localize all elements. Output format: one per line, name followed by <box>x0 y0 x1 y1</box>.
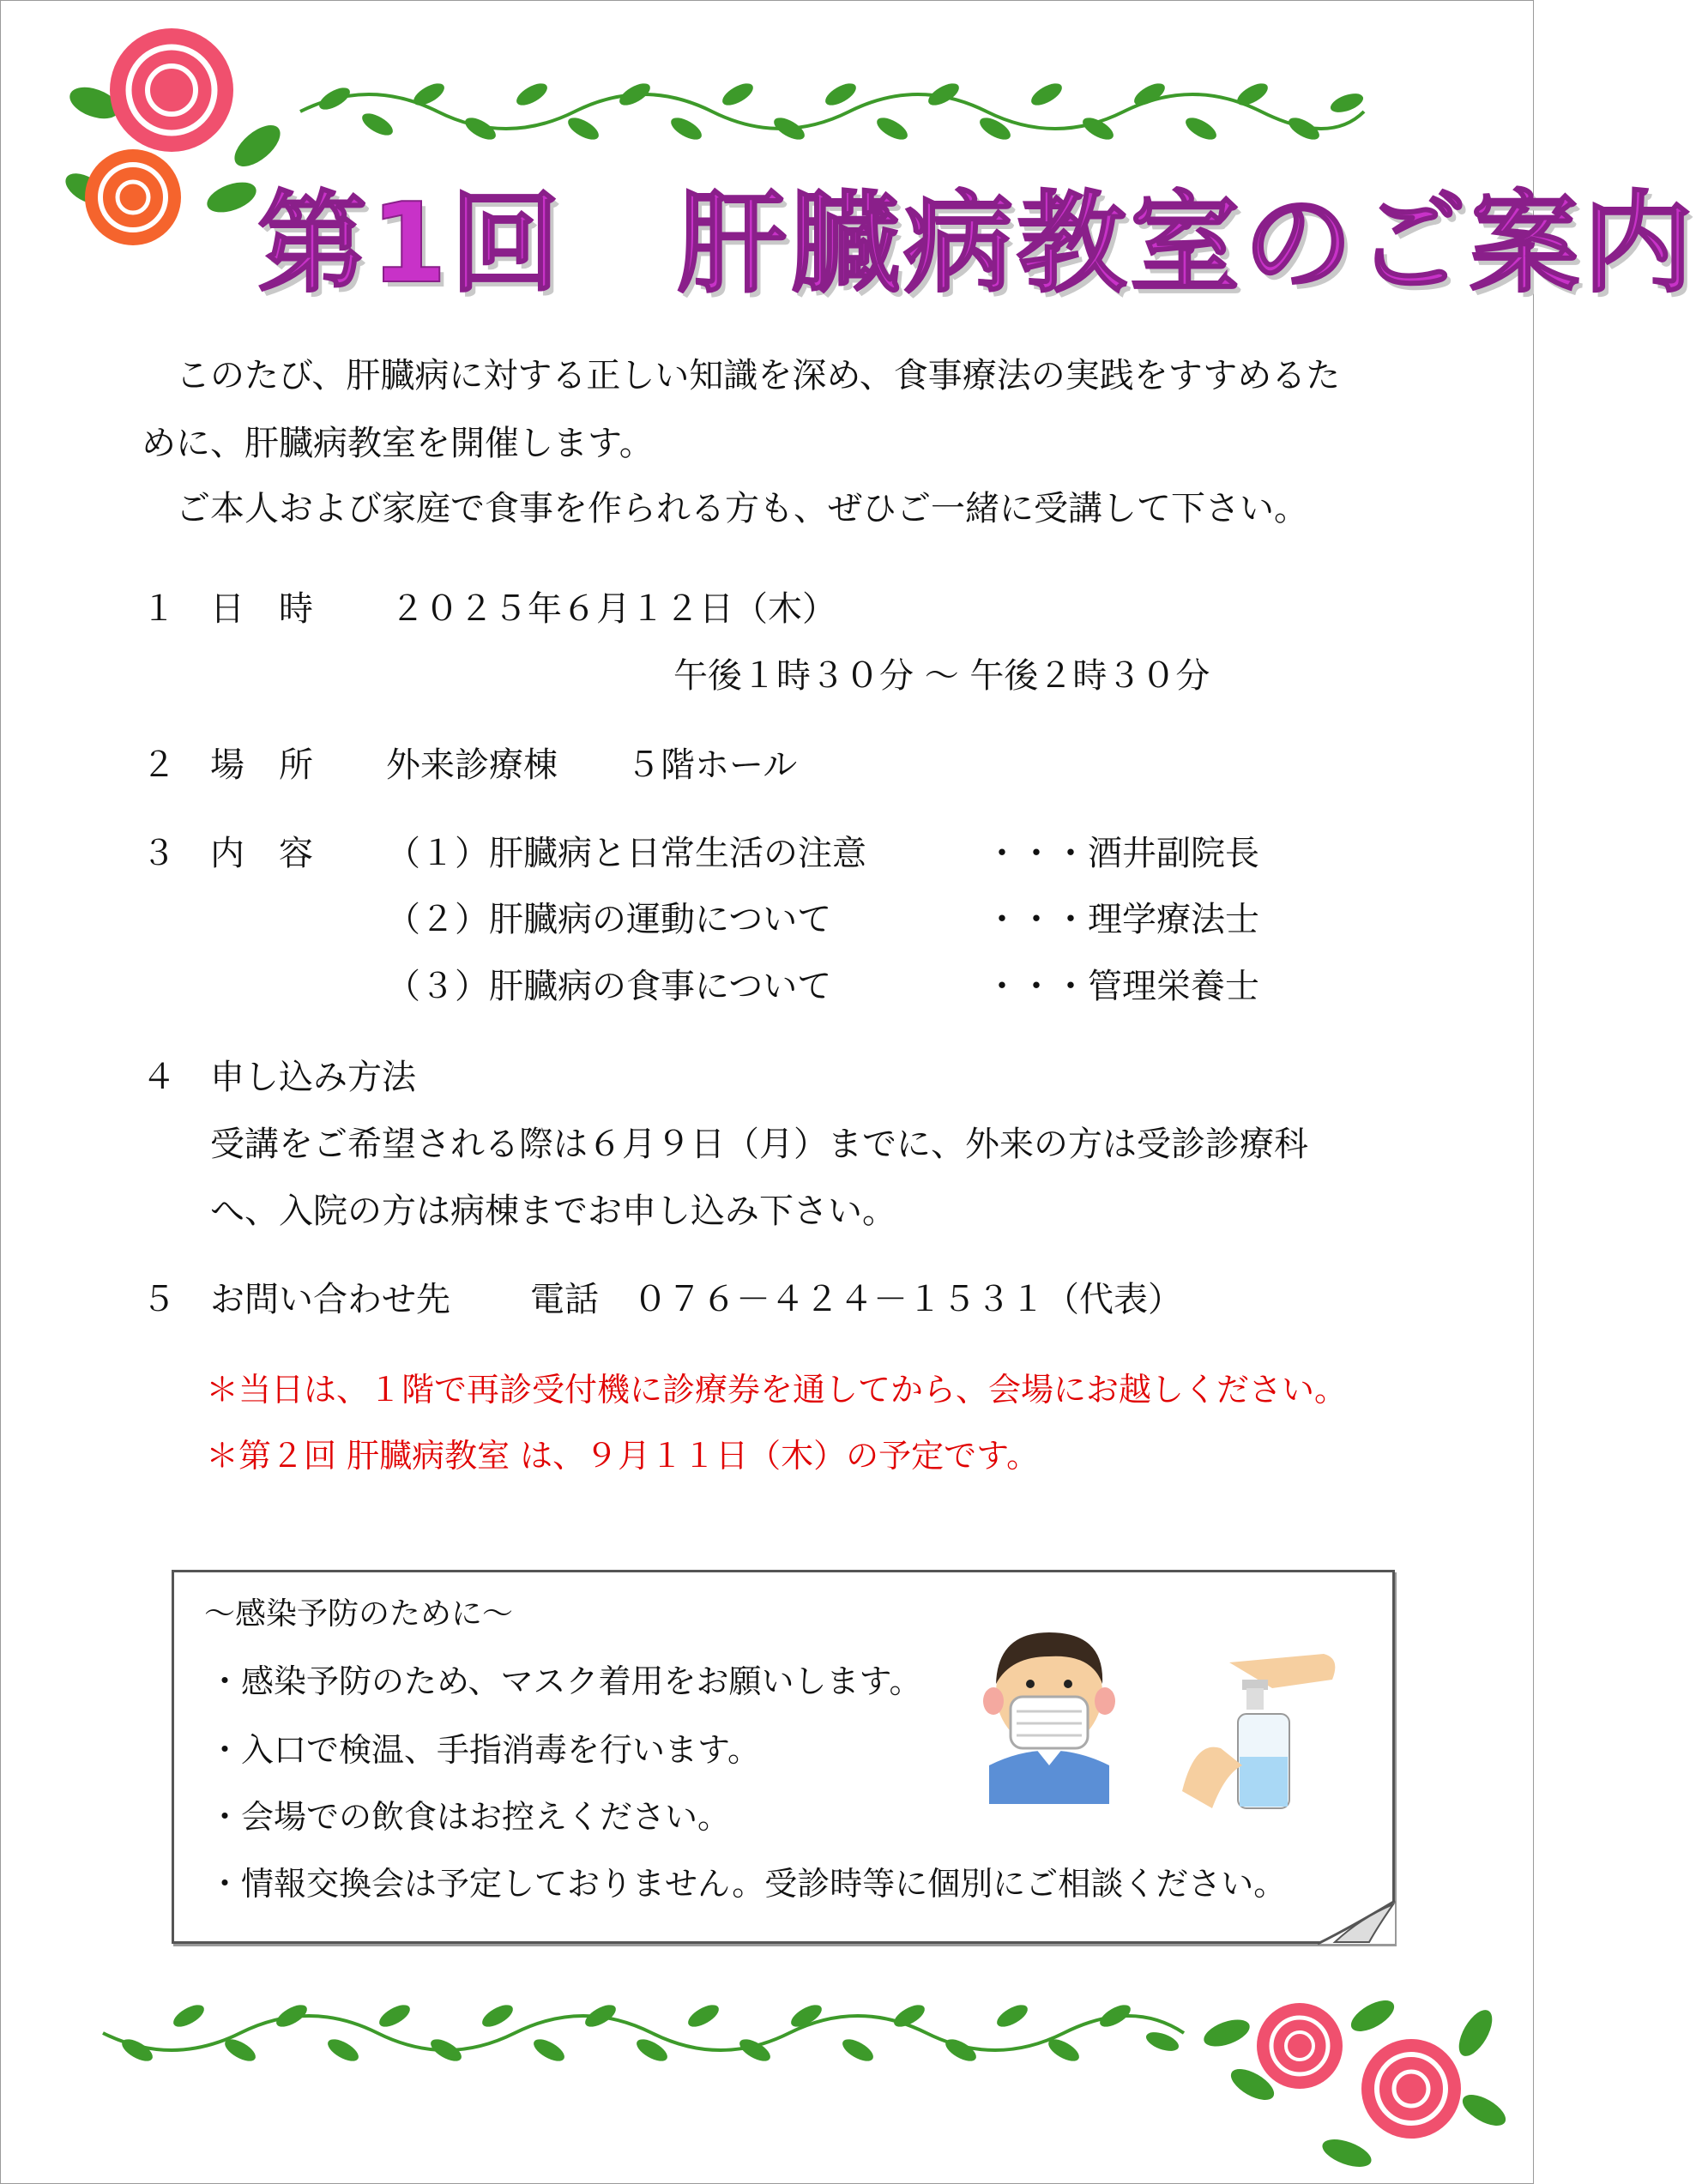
intro-line-1: このたび、肝臓病に対する正しい知識を深め、食事療法の実践をすすめるた <box>176 356 1341 395</box>
item-place-value: 外来診療棟 ５階ホール <box>386 745 798 785</box>
item-place-label: 場 所 <box>210 745 313 785</box>
item-apply-line-2: へ、入院の方は病棟までお申し込み下さい。 <box>210 1192 896 1231</box>
item-contact-number: ５ <box>142 1280 176 1319</box>
content-row-topic: （３）肝臓病の食事について <box>386 967 832 1006</box>
item-apply-line-1: 受講をご希望される際は６月９日（月）までに、外来の方は受診診療科 <box>210 1125 1308 1164</box>
rose-cluster-top-left <box>60 26 283 249</box>
masked-person-icon <box>963 1615 1135 1804</box>
page-title: 第1回 肝臓病教室のご案内 <box>257 180 1696 308</box>
hand-sanitizer-icon <box>1178 1645 1349 1817</box>
content-row-topic: （１）肝臓病と日常生活の注意 <box>386 834 866 873</box>
infection-bullet: ・情報交換会は予定しておりません。受診時等に個別にご相談ください。 <box>208 1865 1287 1903</box>
vine-icon <box>103 1982 1184 2084</box>
content-row-speaker: ・・・理学療法士 <box>985 900 1259 939</box>
item-apply-number: ４ <box>142 1058 176 1097</box>
rose-leaf-icon <box>1200 1994 1511 2173</box>
item-date-value: ２０２５年６月１２日（木） <box>390 589 836 629</box>
content-row-speaker: ・・・管理栄養士 <box>985 967 1259 1006</box>
item-date-number: １ <box>142 589 176 629</box>
rose-cluster-bottom-right <box>1201 1982 1510 2179</box>
item-date-time: 午後１時３０分 ～ 午後２時３０分 <box>673 656 1210 696</box>
rose-icon <box>1257 2003 1343 2089</box>
note-line: ＊当日は、１階で再診受付機に診療券を通してから、会場にお越しください。 <box>206 1371 1348 1409</box>
item-place-number: ２ <box>142 745 176 785</box>
infection-bullet: ・入口で検温、手指消毒を行います。 <box>208 1731 760 1769</box>
item-contact-label: お問い合わせ先 <box>210 1280 450 1319</box>
item-date-label: 日 時 <box>210 589 313 629</box>
rose-icon <box>110 28 233 152</box>
note-line: ＊第２回 肝臓病教室 は、９月１１日（木）の予定です。 <box>206 1437 1040 1475</box>
item-apply-label: 申し込み方法 <box>210 1058 416 1097</box>
item-content-number: ３ <box>142 834 176 873</box>
infection-bullet: ・会場での飲食はお控えください。 <box>208 1798 731 1836</box>
content-row-topic: （２）肝臓病の運動について <box>386 900 832 939</box>
page-curl-icon <box>1318 1901 1395 1944</box>
item-contact-phone: 電話 ０７６－４２４－１５３１（代表） <box>530 1280 1182 1319</box>
infection-prevention-box <box>172 1570 1395 1944</box>
rose-orange-icon <box>85 149 181 245</box>
rose-icon <box>1361 2039 1461 2139</box>
infection-bullet: ・感染予防のため、マスク着用をお願いします。 <box>208 1662 922 1700</box>
infection-heading: ～感染予防のために～ <box>204 1596 514 1632</box>
intro-line-3: ご本人および家庭で食事を作られる方も、ぜひご一緒に受講して下さい。 <box>176 489 1308 528</box>
intro-line-2: めに、肝臓病教室を開催します。 <box>142 424 654 463</box>
vine-icon <box>300 60 1364 163</box>
item-content-label: 内 容 <box>210 834 313 873</box>
content-row-speaker: ・・・酒井副院長 <box>985 834 1259 873</box>
